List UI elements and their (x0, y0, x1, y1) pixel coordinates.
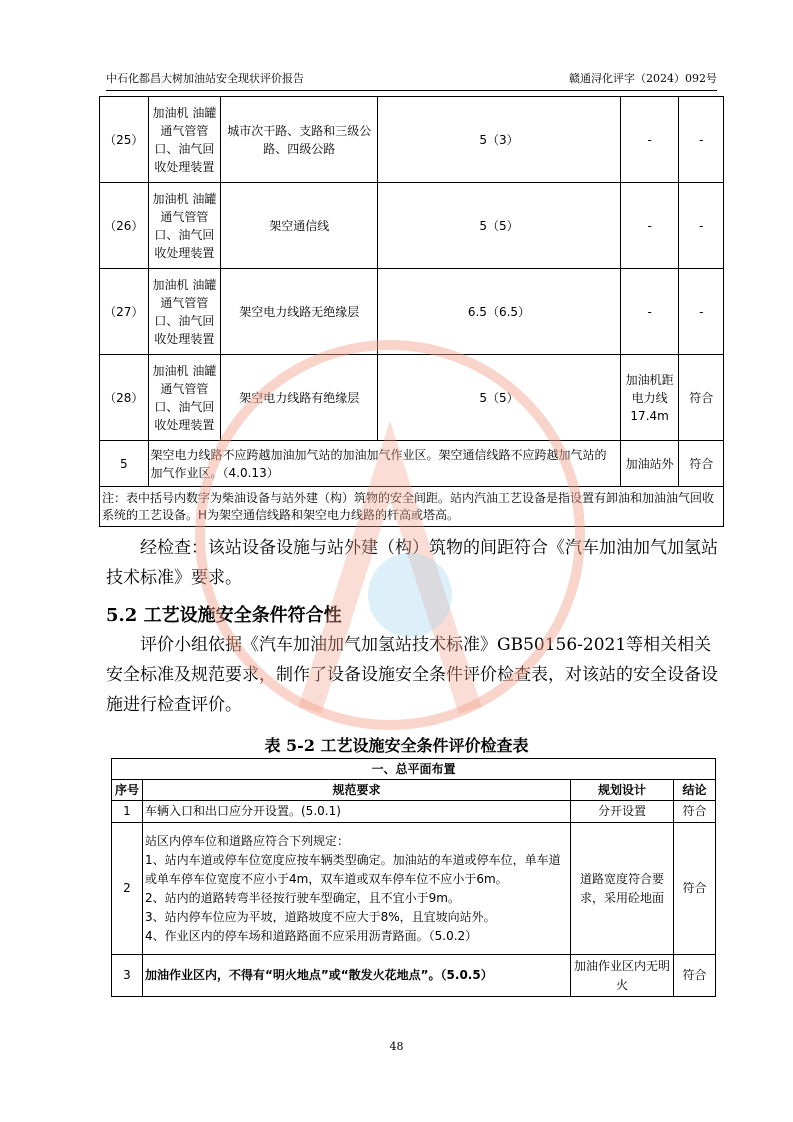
required-distance: 5（5） (378, 355, 621, 441)
equipment-cell: 加油机 油罐通气管管口、油气回收处理装置 (148, 355, 221, 441)
col-header-requirement: 规范要求 (143, 780, 571, 801)
requirement-line: 1、站内车道或停车位宽度应按车辆类型确定。加油站的车道或停车位，单车道或单车停车位宽度不应小于4m，双车道或双车停车位不应小于6m。 (145, 852, 561, 886)
requirement-line: 2、站内的道路转弯半径按行驶车型确定，且不宜小于9m。 (145, 890, 460, 905)
actual-distance: 加油站外 (620, 441, 679, 487)
col-header-result: 结论 (674, 780, 716, 801)
distance-check-table (99, 96, 724, 527)
table-row (112, 801, 716, 823)
result-cell: - (679, 183, 724, 269)
table-row (100, 183, 724, 269)
table-caption: 表 5-2 工艺设施安全条件评价检查表 (264, 736, 529, 755)
design-cell: 道路宽度符合要求，采用砼地面 (571, 823, 674, 955)
requirement-line: 4、作业区内的停车场和道路路面不应采用沥青路面。（5.0.2） (145, 928, 478, 943)
row-number: 2 (112, 823, 143, 955)
row-number: （27） (100, 269, 149, 355)
row-number: 1 (112, 801, 143, 823)
required-distance: 5（5） (378, 183, 621, 269)
table-group-row (112, 759, 716, 780)
equipment-cell: 加油机 油罐通气管管口、油气回收处理装置 (148, 183, 221, 269)
result-cell: 符合 (674, 801, 716, 823)
requirement-text (143, 823, 571, 955)
table-row (100, 97, 724, 183)
group-title: 一、总平面布置 (112, 759, 716, 780)
result-cell: 符合 (679, 355, 724, 441)
table-row (100, 269, 724, 355)
result-cell: 符合 (674, 823, 716, 955)
page-number: 48 (389, 1040, 404, 1053)
result-cell: 符合 (679, 441, 724, 487)
row-number: 5 (100, 441, 149, 487)
actual-distance: - (620, 97, 679, 183)
table-note: 注：表中括号内数字为柴油设备与站外建（构）筑物的安全间距。站内汽油工艺设备是指设置有卸油和加油油气回收系统的工艺设备。H为架空通信线路和架空电力线路的杆高或塔高。 (100, 487, 724, 527)
object-cell: 城市次干路、支路和三级公路、四级公路 (221, 97, 378, 183)
requirement-text: 车辆入口和出口应分开设置。(5.0.1) (143, 801, 571, 823)
table-row (100, 441, 724, 487)
header-rule (106, 90, 717, 91)
requirement-line: 站区内停车位和道路应符合下列规定： (145, 833, 350, 848)
design-cell: 加油作业区内无明火 (571, 955, 674, 997)
table-row (112, 823, 716, 955)
row-number: （28） (100, 355, 149, 441)
result-cell: 符合 (674, 955, 716, 997)
table-note-row (100, 487, 724, 527)
evaluation-intro-paragraph: 评价小组依据《汽车加油加气加氢站技术标准》GB50156-2021等相关相关安全标准及规范要求，制作了设备设施安全条件评价检查表，对该站的安全设备设施进行检查评价。 (106, 635, 718, 715)
object-cell: 架空电力线路无绝缘层 (221, 269, 378, 355)
check-conclusion-paragraph: 经检查：该站设备设施与站外建（构）筑物的间距符合《汽车加油加气加氢站技术标准》要求。 (106, 538, 718, 588)
requirement-line: 3、站内停车位应为平坡，道路坡度不应大于8%，且宜坡向站外。 (145, 909, 496, 924)
header-report-title: 中石化都昌大树加油站安全现状评价报告 (106, 72, 304, 85)
result-cell: - (679, 269, 724, 355)
col-header-number: 序号 (112, 780, 143, 801)
required-distance: 6.5（6.5） (378, 269, 621, 355)
col-header-design: 规划设计 (571, 780, 674, 801)
design-cell: 分开设置 (571, 801, 674, 823)
table-header-row (112, 780, 716, 801)
table-row (100, 355, 724, 441)
row-number: （26） (100, 183, 149, 269)
requirement-text: 架空电力线路不应跨越加油加气站的加油加气作业区。架空通信线路不应跨越加气站的加气作业区。（4.0.13） (148, 441, 620, 487)
requirement-text: 加油作业区内，不得有“明火地点”或“散发火花地点”。（5.0.5） (143, 955, 571, 997)
equipment-cell: 加油机 油罐通气管管口、油气回收处理装置 (148, 97, 221, 183)
page-header (106, 70, 717, 88)
object-cell: 架空通信线 (221, 183, 378, 269)
actual-distance: - (620, 269, 679, 355)
row-number: （25） (100, 97, 149, 183)
actual-distance: - (620, 183, 679, 269)
table-row (112, 955, 716, 997)
header-doc-number: 赣通浔化评字（2024）092号 (569, 72, 717, 85)
actual-distance: 加油机距电力线17.4m (620, 355, 679, 441)
object-cell: 架空电力线路有绝缘层 (221, 355, 378, 441)
required-distance: 5（3） (378, 97, 621, 183)
result-cell: - (679, 97, 724, 183)
equipment-cell: 加油机 油罐通气管管口、油气回收处理装置 (148, 269, 221, 355)
process-safety-check-table (111, 758, 716, 997)
row-number: 3 (112, 955, 143, 997)
section-heading: 5.2 工艺设施安全条件符合性 (106, 605, 342, 626)
